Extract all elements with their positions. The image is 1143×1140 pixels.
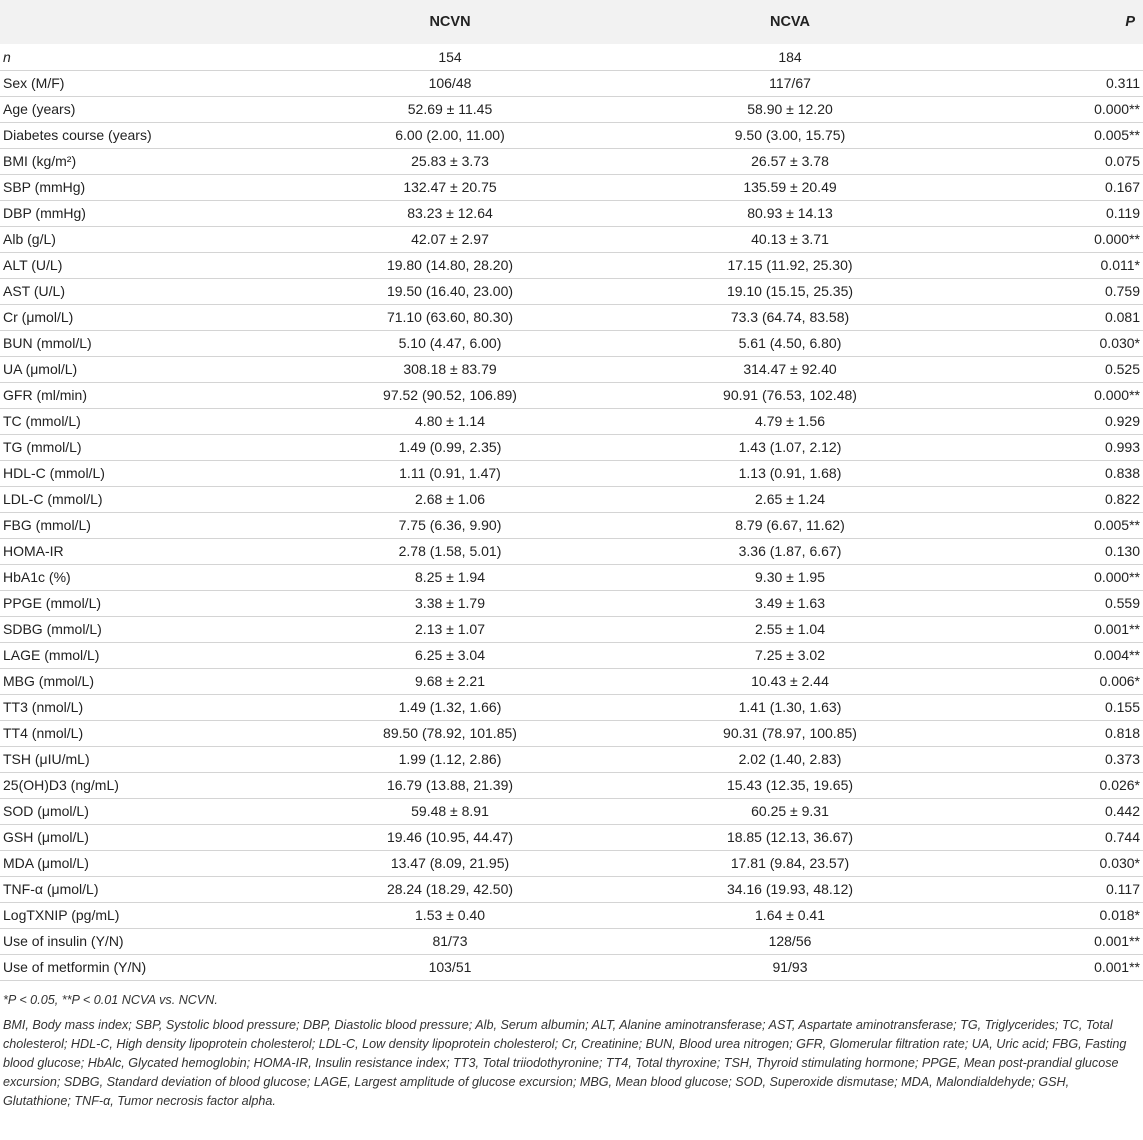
table-row <box>0 70 1143 96</box>
cell-variable: MBG (mmol/L) <box>3 673 94 689</box>
cell-ncva: 17.15 (11.92, 25.30) <box>727 257 853 273</box>
cell-ncvn: 1.53 ± 0.40 <box>415 907 485 923</box>
cell-ncva: 5.61 (4.50, 6.80) <box>738 335 842 351</box>
cell-ncva: 19.10 (15.15, 25.35) <box>726 283 854 299</box>
cell-variable: TT4 (nmol/L) <box>3 725 84 741</box>
cell-ncvn: 5.10 (4.47, 6.00) <box>398 335 502 351</box>
cell-variable: LDL-C (mmol/L) <box>3 491 103 507</box>
cell-p-value: 0.838 <box>1104 465 1140 481</box>
cell-variable: MDA (μmol/L) <box>3 855 89 871</box>
table-row <box>0 148 1143 174</box>
table-row <box>0 824 1143 850</box>
cell-ncva: 58.90 ± 12.20 <box>747 101 833 117</box>
cell-variable: 25(OH)D3 (ng/mL) <box>3 777 119 793</box>
table-row <box>0 278 1143 304</box>
cell-variable: SDBG (mmol/L) <box>3 621 102 637</box>
cell-p-value: 0.081 <box>1104 309 1140 325</box>
cell-ncvn: 8.25 ± 1.94 <box>415 569 485 585</box>
cell-ncvn: 3.38 ± 1.79 <box>415 595 485 611</box>
cell-variable: LAGE (mmol/L) <box>3 647 100 663</box>
cell-variable: Alb (g/L) <box>3 231 56 247</box>
cell-p-value: 0.001** <box>1094 933 1140 949</box>
cell-variable: FBG (mmol/L) <box>3 517 91 533</box>
cell-variable: HDL-C (mmol/L) <box>3 465 105 481</box>
table-row <box>0 460 1143 486</box>
header-p: P <box>1125 14 1135 30</box>
cell-ncvn: 19.50 (16.40, 23.00) <box>386 283 514 299</box>
cell-ncva: 34.16 (19.93, 48.12) <box>726 881 854 897</box>
cell-p-value: 0.311 <box>1106 75 1140 91</box>
cell-variable: Sex (M/F) <box>3 75 65 91</box>
cell-p-value: 0.018* <box>1099 907 1140 923</box>
cell-variable: GFR (ml/min) <box>3 387 87 403</box>
table-footnotes <box>0 981 1143 1111</box>
cell-variable: SOD (μmol/L) <box>3 803 89 819</box>
table-row <box>0 96 1143 122</box>
cell-ncvn: 52.69 ± 11.45 <box>407 101 493 117</box>
cell-ncva: 26.57 ± 3.78 <box>751 153 829 169</box>
cell-ncva: 17.81 (9.84, 23.57) <box>730 855 850 871</box>
cell-variable: Use of metformin (Y/N) <box>3 959 147 975</box>
cell-p-value: 0.006* <box>1099 673 1140 689</box>
cell-p-value: 0.000** <box>1094 387 1140 403</box>
cell-ncvn: 25.83 ± 3.73 <box>411 153 489 169</box>
cell-ncvn: 1.99 (1.12, 2.86) <box>398 751 502 767</box>
table-row <box>0 850 1143 876</box>
header-ncvn: NCVN <box>429 14 471 30</box>
abbreviations-note: BMI, Body mass index; SBP, Systolic blood pressure; DBP, Diastolic blood pressure; Alb, Serum albumin; ALT, Alanine aminotransferase; AST, Aspartate aminotransferase; TG, Triglycerides; TC, Total cholesterol; HDL-C, High density lipoprotein cholesterol; LDL-C, Low density lipoprotein cholesterol; Cr, Creatinine; BUN, Blood urea nitrogen; GFR, Glomerular filtration rate; UA, Uric acid; FBG, Fasting blood glucose; HbAlc, Glycated hemoglobin; HOMA-IR, Insulin resistance index; TT3, Total triiodothyronine; TT4, Total thyroxine; TSH, Thyroid stimulating hormone; PPGE, Mean post-prandial glucose excursion; SDBG, Standard deviation of blood glucose; LAGE, Largest amplitude of glucose excursion; MBG, Mean blood glucose; SOD, Superoxide dismutase; MDA, Malondialdehyde; GSH, Glutathione; TNF-α, Tumor necrosis factor alpha. <box>3 1017 1127 1108</box>
cell-ncvn: 71.10 (63.60, 80.30) <box>386 309 514 325</box>
table-row <box>0 798 1143 824</box>
cell-ncva: 184 <box>778 48 802 65</box>
cell-p-value: 0.005** <box>1094 127 1140 143</box>
cell-ncvn: 9.68 ± 2.21 <box>415 673 485 689</box>
table-row <box>0 44 1143 70</box>
cell-p-value: 0.559 <box>1104 595 1140 611</box>
table-row <box>0 356 1143 382</box>
cell-p-value: 0.525 <box>1104 361 1140 377</box>
cell-ncva: 1.41 (1.30, 1.63) <box>738 699 842 715</box>
table-row <box>0 720 1143 746</box>
cell-ncva: 80.93 ± 14.13 <box>747 205 833 221</box>
cell-ncvn: 132.47 ± 20.75 <box>403 179 497 195</box>
cell-ncva: 73.3 (64.74, 83.58) <box>730 309 850 325</box>
cell-ncva: 314.47 ± 92.40 <box>743 361 837 377</box>
cell-p-value: 0.004** <box>1094 647 1140 663</box>
cell-ncvn: 2.13 ± 1.07 <box>415 621 485 637</box>
table-row <box>0 954 1143 980</box>
cell-p-value: 0.026* <box>1099 777 1140 793</box>
cell-ncva: 40.13 ± 3.71 <box>751 231 829 247</box>
cell-p-value: 0.030* <box>1099 335 1140 351</box>
table-row <box>0 486 1143 512</box>
cell-variable: BMI (kg/m²) <box>3 153 77 169</box>
cell-ncvn: 83.23 ± 12.64 <box>407 205 493 221</box>
cell-ncva: 1.43 (1.07, 2.12) <box>738 439 842 455</box>
cell-ncvn: 4.80 ± 1.14 <box>415 413 485 429</box>
cell-ncva: 3.36 (1.87, 6.67) <box>738 543 842 559</box>
cell-p-value: 0.993 <box>1104 439 1140 455</box>
cell-p-value: 0.000** <box>1094 569 1140 585</box>
table-row <box>0 772 1143 798</box>
cell-variable: UA (μmol/L) <box>3 361 78 377</box>
table-row <box>0 746 1143 772</box>
cell-p-value: 0.744 <box>1104 829 1140 845</box>
cell-p-value: 0.759 <box>1104 283 1140 299</box>
cell-ncvn: 1.49 (0.99, 2.35) <box>398 439 502 455</box>
cell-p-value: 0.030* <box>1099 855 1140 871</box>
cell-ncva: 90.31 (78.97, 100.85) <box>723 725 857 741</box>
cell-ncva: 90.91 (76.53, 102.48) <box>723 387 857 403</box>
table-row <box>0 330 1143 356</box>
table-row <box>0 226 1143 252</box>
cell-p-value: 0.005** <box>1094 517 1140 533</box>
cell-variable: BUN (mmol/L) <box>3 335 92 351</box>
cell-ncvn: 106/48 <box>428 75 472 91</box>
cell-ncva: 9.30 ± 1.95 <box>755 569 825 585</box>
cell-p-value: 0.001** <box>1094 621 1140 637</box>
table-row <box>0 694 1143 720</box>
cell-ncvn: 103/51 <box>428 959 472 975</box>
cell-ncva: 1.64 ± 0.41 <box>755 907 825 923</box>
table-row <box>0 564 1143 590</box>
cell-ncva: 15.43 (12.35, 19.65) <box>726 777 854 793</box>
table-row <box>0 876 1143 902</box>
cell-ncvn: 7.75 (6.36, 9.90) <box>398 517 502 533</box>
significance-note: *P < 0.05, **P < 0.01 NCVA vs. NCVN. <box>3 992 218 1007</box>
cell-p-value <box>980 44 1143 70</box>
cell-variable: TG (mmol/L) <box>3 439 82 455</box>
table-header-row <box>0 0 1143 44</box>
cell-ncvn: 19.46 (10.95, 44.47) <box>386 829 514 845</box>
cell-p-value: 0.442 <box>1104 803 1140 819</box>
table-row <box>0 590 1143 616</box>
cell-ncva: 3.49 ± 1.63 <box>755 595 825 611</box>
cell-variable: Diabetes course (years) <box>3 127 152 143</box>
cell-variable: ALT (U/L) <box>3 257 63 273</box>
cell-p-value: 0.822 <box>1104 491 1140 507</box>
cell-ncva: 10.43 ± 2.44 <box>751 673 829 689</box>
cell-ncva: 60.25 ± 9.31 <box>751 803 829 819</box>
cell-p-value: 0.075 <box>1104 153 1140 169</box>
table-body <box>0 44 1143 980</box>
cell-ncvn: 154 <box>438 48 462 65</box>
cell-variable: Age (years) <box>3 101 76 117</box>
table-row <box>0 902 1143 928</box>
cell-variable: Use of insulin (Y/N) <box>3 933 124 949</box>
cell-p-value: 0.373 <box>1104 751 1140 767</box>
cell-ncva: 117/67 <box>769 75 811 91</box>
cell-p-value: 0.117 <box>1106 881 1140 897</box>
cell-ncvn: 19.80 (14.80, 28.20) <box>386 257 514 273</box>
cell-ncva: 7.25 ± 3.02 <box>755 647 825 663</box>
cell-variable: Cr (μmol/L) <box>3 309 74 325</box>
cell-variable: SBP (mmHg) <box>3 179 86 195</box>
table-row <box>0 252 1143 278</box>
table-row <box>0 928 1143 954</box>
cell-p-value: 0.000** <box>1094 101 1140 117</box>
cell-ncvn: 59.48 ± 8.91 <box>411 803 489 819</box>
table-row <box>0 434 1143 460</box>
table-row <box>0 304 1143 330</box>
cell-variable: HOMA-IR <box>3 543 64 559</box>
cell-ncvn: 2.78 (1.58, 5.01) <box>398 543 502 559</box>
cell-p-value: 0.000** <box>1094 231 1140 247</box>
cell-ncva: 8.79 (6.67, 11.62) <box>735 517 845 533</box>
cell-p-value: 0.001** <box>1094 959 1140 975</box>
cell-ncvn: 97.52 (90.52, 106.89) <box>383 387 517 403</box>
cell-ncvn: 2.68 ± 1.06 <box>415 491 485 507</box>
cell-ncva: 18.85 (12.13, 36.67) <box>726 829 854 845</box>
cell-variable: GSH (μmol/L) <box>3 829 89 845</box>
cell-ncva: 128/56 <box>768 933 812 949</box>
cell-ncva: 2.02 (1.40, 2.83) <box>738 751 842 767</box>
cell-p-value: 0.155 <box>1104 699 1140 715</box>
cell-ncva: 91/93 <box>772 959 808 975</box>
table-row <box>0 538 1143 564</box>
cell-ncva: 2.65 ± 1.24 <box>755 491 825 507</box>
header-ncva: NCVA <box>769 14 810 30</box>
cell-ncvn: 1.11 (0.91, 1.47) <box>399 465 501 481</box>
cell-ncvn: 13.47 (8.09, 21.95) <box>390 855 510 871</box>
table-row <box>0 408 1143 434</box>
table-row <box>0 122 1143 148</box>
cell-p-value: 0.929 <box>1104 413 1140 429</box>
cell-variable: n <box>3 48 11 65</box>
cell-ncvn: 6.25 ± 3.04 <box>415 647 485 663</box>
table-row <box>0 512 1143 538</box>
header-variable <box>0 0 300 44</box>
table-row <box>0 382 1143 408</box>
cell-variable: PPGE (mmol/L) <box>3 595 102 611</box>
cell-ncvn: 16.79 (13.88, 21.39) <box>386 777 514 793</box>
cell-variable: HbA1c (%) <box>3 569 71 585</box>
cell-ncva: 2.55 ± 1.04 <box>755 621 825 637</box>
cell-p-value: 0.011* <box>1100 257 1140 273</box>
cell-ncvn: 1.49 (1.32, 1.66) <box>398 699 502 715</box>
cell-variable: TSH (μIU/mL) <box>3 751 90 767</box>
cell-ncva: 9.50 (3.00, 15.75) <box>734 127 846 143</box>
cell-variable: TNF-α (μmol/L) <box>3 881 99 897</box>
table-row <box>0 174 1143 200</box>
table-row <box>0 668 1143 694</box>
cell-ncva: 135.59 ± 20.49 <box>743 179 837 195</box>
cell-ncvn: 28.24 (18.29, 42.50) <box>386 881 514 897</box>
cell-variable: LogTXNIP (pg/mL) <box>3 907 120 923</box>
cell-ncva: 4.79 ± 1.56 <box>755 413 825 429</box>
table-row <box>0 200 1143 226</box>
cell-ncva: 1.13 (0.91, 1.68) <box>738 465 842 481</box>
cell-ncvn: 308.18 ± 83.79 <box>403 361 497 377</box>
cell-ncvn: 81/73 <box>432 933 468 949</box>
cell-p-value: 0.818 <box>1104 725 1140 741</box>
cell-ncvn: 42.07 ± 2.97 <box>411 231 489 247</box>
cell-p-value: 0.167 <box>1104 179 1140 195</box>
cell-p-value: 0.119 <box>1106 205 1140 221</box>
table-row <box>0 616 1143 642</box>
cell-ncvn: 6.00 (2.00, 11.00) <box>395 127 505 143</box>
cell-variable: AST (U/L) <box>3 283 65 299</box>
table-row <box>0 642 1143 668</box>
cell-variable: DBP (mmHg) <box>3 205 86 221</box>
cell-ncvn: 89.50 (78.92, 101.85) <box>383 725 517 741</box>
cell-p-value: 0.130 <box>1104 543 1140 559</box>
cell-variable: TT3 (nmol/L) <box>3 699 84 715</box>
cell-variable: TC (mmol/L) <box>3 413 81 429</box>
